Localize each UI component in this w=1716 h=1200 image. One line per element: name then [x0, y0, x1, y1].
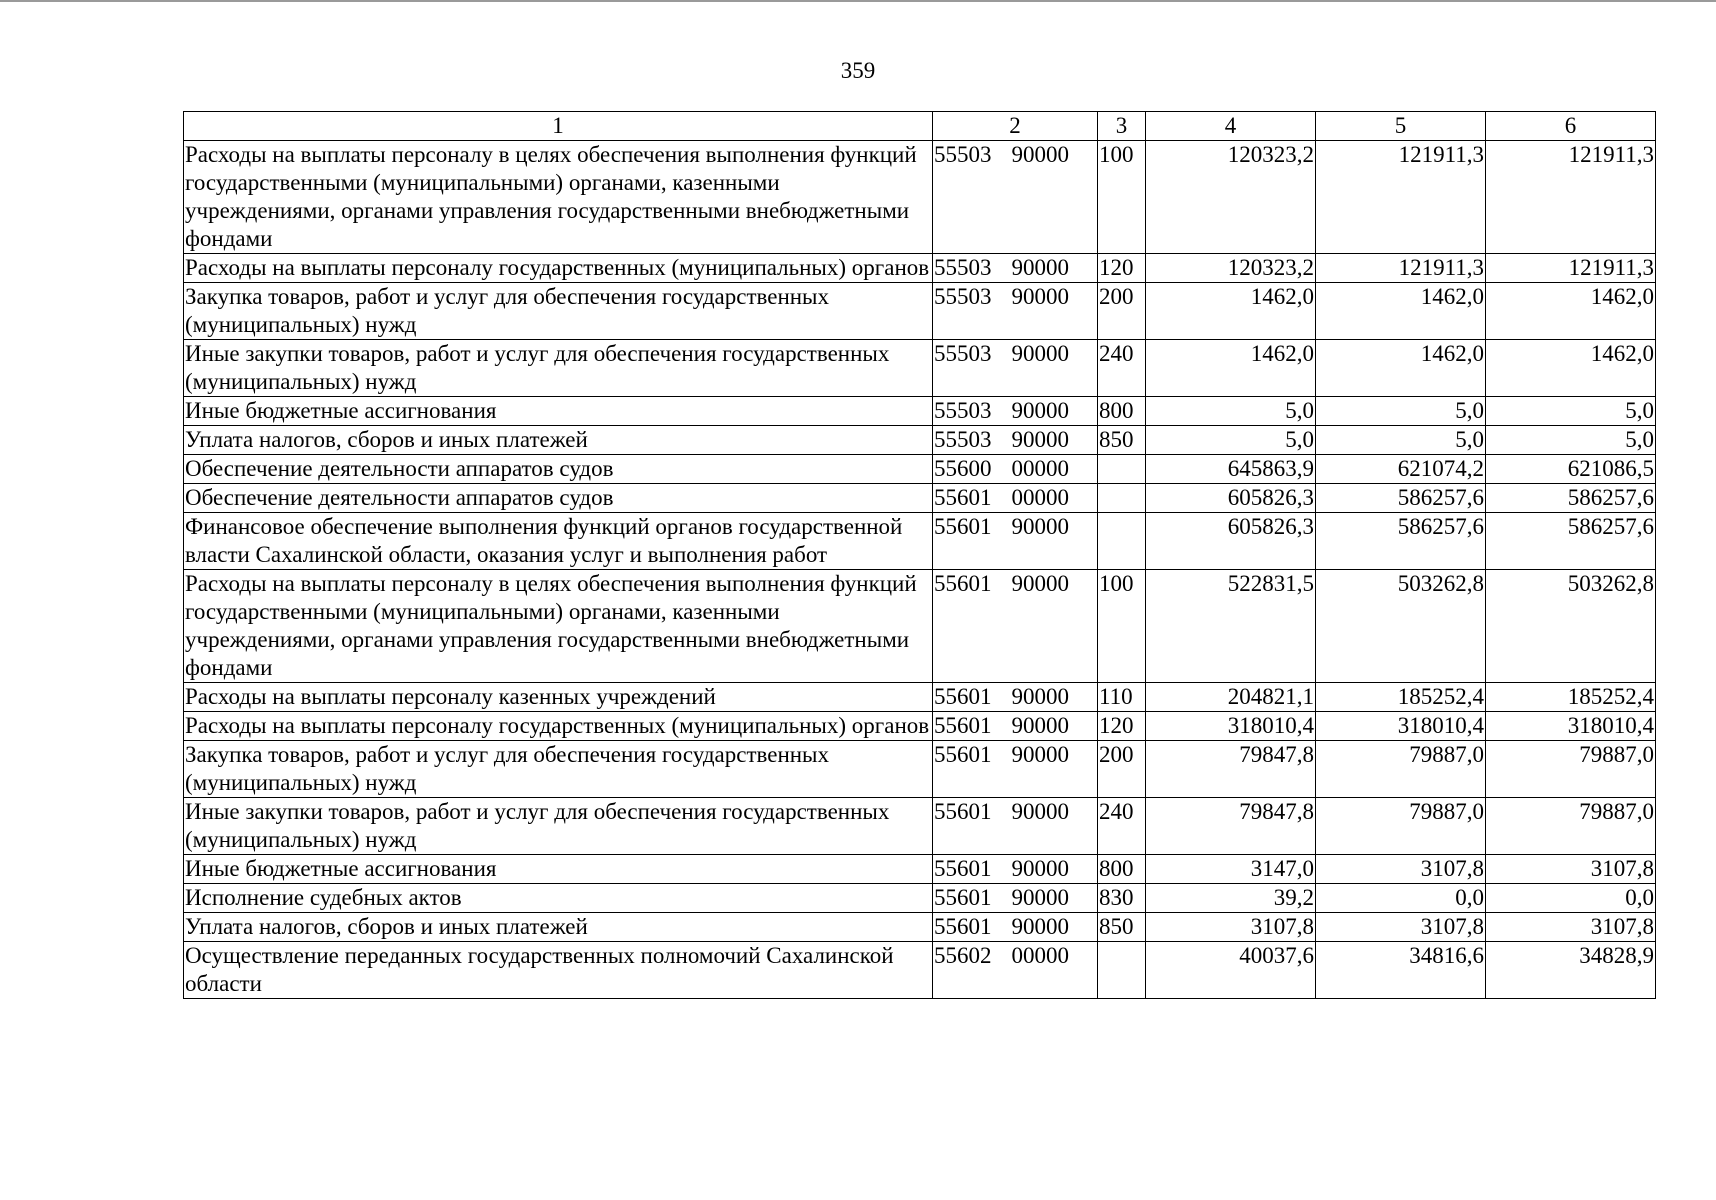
row-target-code [933, 942, 1098, 999]
row-value-col-4: 605826,3 [1146, 513, 1316, 570]
row-name: Обеспечение деятельности аппаратов судов [184, 484, 933, 513]
row-value-col-6: 1462,0 [1486, 283, 1656, 340]
row-code-part2: 90000 [1011, 284, 1069, 309]
header-col-5: 5 [1316, 112, 1486, 141]
row-value-col-5: 34816,6 [1316, 942, 1486, 999]
row-code-part2: 00000 [1011, 485, 1069, 510]
row-value-col-6: 185252,4 [1486, 683, 1656, 712]
row-expense-type: 120 [1098, 712, 1146, 741]
row-code-part2: 90000 [1011, 341, 1069, 366]
row-value-col-4: 1462,0 [1146, 283, 1316, 340]
row-value-col-6: 621086,5 [1486, 455, 1656, 484]
row-name: Расходы на выплаты персоналу казенных учреждений [184, 683, 933, 712]
row-target-code [933, 798, 1098, 855]
row-expense-type [1098, 942, 1146, 999]
row-name: Финансовое обеспечение выполнения функций органов государственной власти Сахалинской области, оказания услуг и выполнения работ [184, 513, 933, 570]
row-target-code [933, 741, 1098, 798]
table-row [184, 283, 1656, 340]
row-code-part1: 55601 [934, 885, 992, 910]
row-code-part1: 55601 [934, 914, 992, 939]
row-name: Иные бюджетные ассигнования [184, 855, 933, 884]
row-value-col-6: 586257,6 [1486, 513, 1656, 570]
table-body [184, 112, 1656, 999]
row-code-part1: 55503 [934, 284, 992, 309]
row-target-code [933, 484, 1098, 513]
row-code-part1: 55601 [934, 742, 992, 767]
row-value-col-4: 318010,4 [1146, 712, 1316, 741]
row-code-part1: 55601 [934, 684, 992, 709]
row-code-part2: 90000 [1011, 713, 1069, 738]
row-code-part2: 90000 [1011, 885, 1069, 910]
row-value-col-6: 79887,0 [1486, 798, 1656, 855]
row-value-col-4: 1462,0 [1146, 340, 1316, 397]
table-row [184, 484, 1656, 513]
table-row [184, 855, 1656, 884]
table-header-row [184, 112, 1656, 141]
row-code-part1: 55601 [934, 485, 992, 510]
row-code-part1: 55503 [934, 142, 992, 167]
row-target-code [933, 455, 1098, 484]
row-value-col-5: 1462,0 [1316, 283, 1486, 340]
row-target-code [933, 141, 1098, 254]
row-expense-type: 200 [1098, 741, 1146, 798]
row-value-col-4: 204821,1 [1146, 683, 1316, 712]
row-value-col-6: 79887,0 [1486, 741, 1656, 798]
row-value-col-6: 34828,9 [1486, 942, 1656, 999]
header-col-2: 2 [933, 112, 1098, 141]
row-code-part2: 90000 [1011, 398, 1069, 423]
row-value-col-5: 503262,8 [1316, 570, 1486, 683]
row-code-part1: 55601 [934, 799, 992, 824]
row-target-code [933, 254, 1098, 283]
row-code-part1: 55601 [934, 856, 992, 881]
row-code-part1: 55601 [934, 514, 992, 539]
row-expense-type: 240 [1098, 798, 1146, 855]
row-code-part1: 55503 [934, 255, 992, 280]
row-code-part1: 55601 [934, 713, 992, 738]
table-row [184, 712, 1656, 741]
table-row [184, 884, 1656, 913]
row-value-col-5: 586257,6 [1316, 484, 1486, 513]
row-expense-type: 100 [1098, 570, 1146, 683]
row-value-col-5: 5,0 [1316, 426, 1486, 455]
row-value-col-4: 120323,2 [1146, 254, 1316, 283]
row-expense-type: 120 [1098, 254, 1146, 283]
header-col-1: 1 [184, 112, 933, 141]
row-value-col-6: 503262,8 [1486, 570, 1656, 683]
row-target-code [933, 683, 1098, 712]
row-code-part1: 55503 [934, 427, 992, 452]
row-value-col-4: 3147,0 [1146, 855, 1316, 884]
row-name: Закупка товаров, работ и услуг для обеспечения государственных (муниципальных) нужд [184, 741, 933, 798]
header-col-4: 4 [1146, 112, 1316, 141]
row-value-col-6: 0,0 [1486, 884, 1656, 913]
row-expense-type: 110 [1098, 683, 1146, 712]
row-target-code [933, 513, 1098, 570]
row-value-col-6: 586257,6 [1486, 484, 1656, 513]
row-name: Уплата налогов, сборов и иных платежей [184, 913, 933, 942]
row-code-part1: 55503 [934, 398, 992, 423]
row-code-part1: 55600 [934, 456, 992, 481]
row-name: Уплата налогов, сборов и иных платежей [184, 426, 933, 455]
row-code-part2: 90000 [1011, 684, 1069, 709]
row-target-code [933, 913, 1098, 942]
table-row [184, 397, 1656, 426]
row-target-code [933, 570, 1098, 683]
row-code-part2: 90000 [1011, 427, 1069, 452]
row-name: Расходы на выплаты персоналу в целях обеспечения выполнения функций государственными (муниципальными) органами, казенными учреждениями, органами управления государственными внебюджетными фондами [184, 141, 933, 254]
row-target-code [933, 340, 1098, 397]
table-row [184, 513, 1656, 570]
row-target-code [933, 884, 1098, 913]
row-expense-type [1098, 455, 1146, 484]
row-value-col-5: 318010,4 [1316, 712, 1486, 741]
row-name: Иные закупки товаров, работ и услуг для обеспечения государственных (муниципальных) нужд [184, 340, 933, 397]
table-row [184, 942, 1656, 999]
row-value-col-6: 5,0 [1486, 397, 1656, 426]
row-expense-type: 850 [1098, 426, 1146, 455]
row-target-code [933, 855, 1098, 884]
row-expense-type: 240 [1098, 340, 1146, 397]
row-value-col-6: 1462,0 [1486, 340, 1656, 397]
table-row [184, 254, 1656, 283]
row-value-col-5: 121911,3 [1316, 254, 1486, 283]
row-code-part2: 90000 [1011, 255, 1069, 280]
row-value-col-5: 621074,2 [1316, 455, 1486, 484]
row-value-col-4: 39,2 [1146, 884, 1316, 913]
row-value-col-6: 3107,8 [1486, 855, 1656, 884]
row-name: Исполнение судебных актов [184, 884, 933, 913]
row-value-col-4: 645863,9 [1146, 455, 1316, 484]
row-value-col-4: 40037,6 [1146, 942, 1316, 999]
row-value-col-5: 121911,3 [1316, 141, 1486, 254]
row-value-col-6: 318010,4 [1486, 712, 1656, 741]
row-code-part2: 90000 [1011, 514, 1069, 539]
table-row [184, 741, 1656, 798]
row-name: Осуществление переданных государственных полномочий Сахалинской области [184, 942, 933, 999]
row-value-col-4: 79847,8 [1146, 741, 1316, 798]
row-value-col-4: 605826,3 [1146, 484, 1316, 513]
row-name: Закупка товаров, работ и услуг для обеспечения государственных (муниципальных) нужд [184, 283, 933, 340]
row-value-col-6: 121911,3 [1486, 254, 1656, 283]
table-row [184, 798, 1656, 855]
row-expense-type: 830 [1098, 884, 1146, 913]
row-expense-type: 800 [1098, 855, 1146, 884]
table-row [184, 570, 1656, 683]
row-code-part1: 55503 [934, 341, 992, 366]
row-value-col-5: 586257,6 [1316, 513, 1486, 570]
row-code-part2: 90000 [1011, 142, 1069, 167]
row-value-col-5: 79887,0 [1316, 741, 1486, 798]
row-name: Иные бюджетные ассигнования [184, 397, 933, 426]
row-code-part1: 55602 [934, 943, 992, 968]
page-number: 359 [840, 58, 876, 83]
row-value-col-6: 121911,3 [1486, 141, 1656, 254]
row-value-col-4: 3107,8 [1146, 913, 1316, 942]
row-value-col-6: 5,0 [1486, 426, 1656, 455]
table-row [184, 141, 1656, 254]
row-code-part2: 90000 [1011, 742, 1069, 767]
row-value-col-5: 0,0 [1316, 884, 1486, 913]
row-value-col-4: 522831,5 [1146, 570, 1316, 683]
row-name: Иные закупки товаров, работ и услуг для обеспечения государственных (муниципальных) нужд [184, 798, 933, 855]
row-value-col-4: 5,0 [1146, 426, 1316, 455]
row-value-col-5: 3107,8 [1316, 913, 1486, 942]
scan-top-edge [0, 0, 1716, 2]
row-value-col-5: 3107,8 [1316, 855, 1486, 884]
table-row [184, 913, 1656, 942]
row-name: Расходы на выплаты персоналу в целях обеспечения выполнения функций государственными (муниципальными) органами, казенными учреждениями, органами управления государственными внебюджетными фондами [184, 570, 933, 683]
table-row [184, 455, 1656, 484]
row-code-part2: 90000 [1011, 571, 1069, 596]
header-col-6: 6 [1486, 112, 1656, 141]
row-name: Расходы на выплаты персоналу государственных (муниципальных) органов [184, 254, 933, 283]
row-expense-type: 800 [1098, 397, 1146, 426]
row-target-code [933, 397, 1098, 426]
row-name: Обеспечение деятельности аппаратов судов [184, 455, 933, 484]
row-expense-type [1098, 484, 1146, 513]
row-expense-type [1098, 513, 1146, 570]
row-value-col-6: 3107,8 [1486, 913, 1656, 942]
table-row [184, 426, 1656, 455]
row-value-col-5: 185252,4 [1316, 683, 1486, 712]
row-code-part2: 90000 [1011, 856, 1069, 881]
row-code-part2: 90000 [1011, 799, 1069, 824]
row-expense-type: 200 [1098, 283, 1146, 340]
row-name: Расходы на выплаты персоналу государственных (муниципальных) органов [184, 712, 933, 741]
table-row [184, 340, 1656, 397]
row-target-code [933, 283, 1098, 340]
row-expense-type: 100 [1098, 141, 1146, 254]
row-value-col-5: 79887,0 [1316, 798, 1486, 855]
row-value-col-4: 120323,2 [1146, 141, 1316, 254]
row-target-code [933, 712, 1098, 741]
row-code-part2: 00000 [1011, 456, 1069, 481]
header-col-3: 3 [1098, 112, 1146, 141]
row-code-part2: 00000 [1011, 943, 1069, 968]
row-target-code [933, 426, 1098, 455]
row-value-col-4: 5,0 [1146, 397, 1316, 426]
budget-table [183, 111, 1656, 999]
row-value-col-4: 79847,8 [1146, 798, 1316, 855]
row-expense-type: 850 [1098, 913, 1146, 942]
row-code-part2: 90000 [1011, 914, 1069, 939]
row-value-col-5: 1462,0 [1316, 340, 1486, 397]
row-code-part1: 55601 [934, 571, 992, 596]
row-value-col-5: 5,0 [1316, 397, 1486, 426]
table-row [184, 683, 1656, 712]
